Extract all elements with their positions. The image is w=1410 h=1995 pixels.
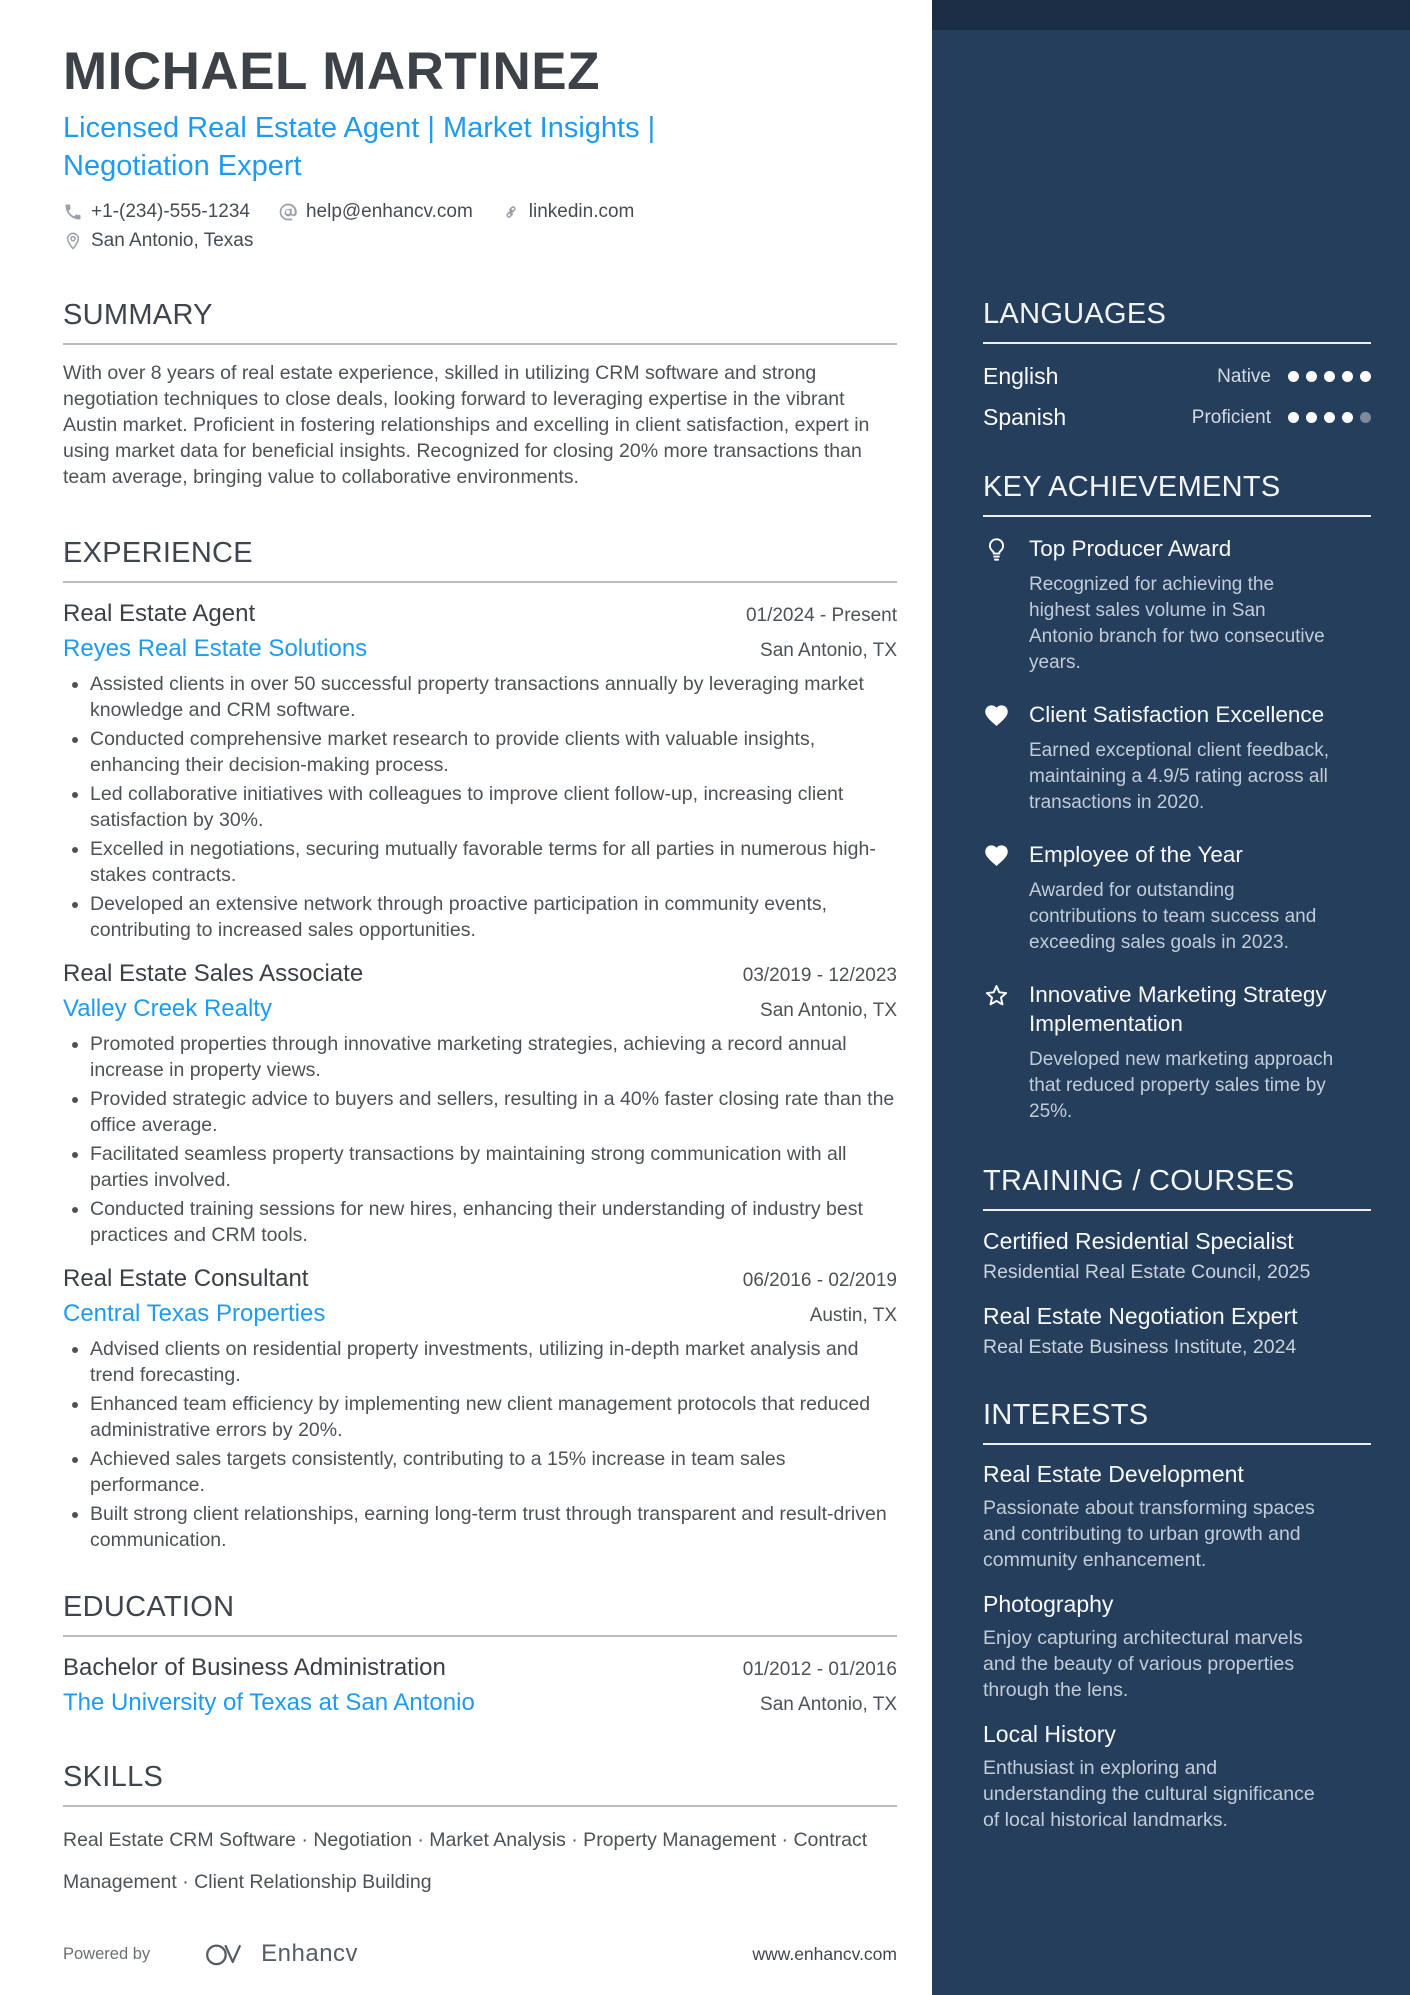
skills-section [63, 1761, 897, 1903]
section-divider [983, 342, 1371, 344]
achievement-text: Awarded for outstanding contributions to team success and exceeding sales goals in 2023. [1029, 880, 1317, 953]
language-row [983, 363, 1371, 390]
phone-contact [63, 201, 250, 223]
heart-icon [983, 840, 1029, 956]
language-level-dots [1288, 412, 1371, 423]
job-location: San Antonio, TX [760, 999, 897, 1021]
at-icon [278, 202, 298, 222]
job-location: San Antonio, TX [760, 639, 897, 661]
interest-item [983, 1461, 1371, 1573]
language-name: Spanish [983, 404, 1067, 430]
education-entry [63, 1654, 897, 1717]
course-item [983, 1303, 1371, 1359]
section-divider [983, 515, 1371, 517]
language-row [983, 404, 1371, 431]
job-bullets [63, 1336, 897, 1553]
degree-title: Bachelor of Business Administration [63, 1653, 446, 1681]
languages-section [983, 298, 1371, 431]
linkedin-contact[interactable] [501, 201, 635, 223]
summary-section [63, 299, 897, 490]
section-divider [63, 581, 897, 583]
resume-sidebar [932, 0, 1410, 1995]
phone-number: +1-(234)-555-1234 [91, 200, 250, 222]
achievements-section [983, 471, 1371, 1125]
powered-by-label: Powered by [63, 1944, 151, 1963]
location-pin-icon [63, 231, 83, 251]
star-icon [983, 980, 1029, 1125]
achievement-item [983, 980, 1371, 1125]
location-contact [63, 230, 253, 252]
achievement-item [983, 700, 1371, 816]
job-entry [63, 1265, 897, 1553]
achievement-title: Client Satisfaction Excellence [1029, 702, 1325, 727]
achievement-text: Earned exceptional client feedback, maintaining a 4.9/5 rating across all transactions in 2020. [1029, 740, 1329, 813]
experience-section [63, 537, 897, 1553]
language-level: Native [1217, 365, 1271, 387]
sidebar-top-strip [932, 0, 1410, 30]
job-bullet: • Advised clients on residential property investments, utilizing in-depth market analysis and trend forecasting. [90, 1336, 897, 1388]
footer [0, 1919, 932, 1995]
summary-heading: SUMMARY [63, 298, 213, 331]
job-bullets [63, 671, 897, 943]
interest-title: Photography [983, 1591, 1114, 1617]
achievement-item [983, 534, 1371, 676]
enhancv-brand [205, 1939, 358, 1969]
job-bullet: • Conducted comprehensive market research to provide clients with valuable insights, enhancing their decision-making process. [90, 726, 897, 778]
link-icon [501, 202, 521, 222]
course-title: Certified Residential Specialist [983, 1228, 1294, 1254]
section-divider [983, 1443, 1371, 1445]
interest-text: Passionate about transforming spaces and contributing to urban growth and community enhancement. [983, 1497, 1315, 1571]
contact-info [63, 201, 897, 252]
languages-heading: LANGUAGES [983, 298, 1167, 330]
school-name: The University of Texas at San Antonio [63, 1688, 475, 1716]
job-bullet: • Enhanced team efficiency by implementing new client management protocols that reduced administrative errors by 20%. [90, 1391, 897, 1443]
email-contact[interactable] [278, 201, 473, 223]
interests-heading: INTERESTS [983, 1399, 1149, 1431]
education-location: San Antonio, TX [760, 1693, 897, 1715]
job-dates: 06/2016 - 02/2019 [742, 1269, 897, 1291]
job-title: Real Estate Consultant [63, 1264, 309, 1292]
job-bullet: • Built strong client relationships, earning long-term trust through transparent and result-driven communication. [90, 1501, 897, 1553]
job-title: Real Estate Sales Associate [63, 959, 364, 987]
achievement-title: Innovative Marketing Strategy Implementation [1029, 982, 1327, 1036]
achievement-title: Top Producer Award [1029, 536, 1232, 561]
job-dates: 03/2019 - 12/2023 [742, 964, 897, 986]
enhancv-wordmark: Enhancv [261, 1940, 359, 1967]
interests-section [983, 1399, 1371, 1833]
job-bullet: • Conducted training sessions for new hires, enhancing their understanding of industry best practices and CRM tools. [90, 1196, 897, 1248]
section-divider [983, 1209, 1371, 1211]
interest-text: Enjoy capturing architectural marvels and the beauty of various properties through the lens. [983, 1627, 1303, 1701]
education-heading: EDUCATION [63, 1590, 235, 1623]
job-entry [63, 960, 897, 1248]
enhancv-logo-icon [205, 1939, 249, 1969]
person-headline: Licensed Real Estate Agent | Market Insights | Negotiation Expert [63, 111, 656, 182]
job-bullet: • Provided strategic advice to buyers and sellers, resulting in a 40% faster closing rate than the office average. [90, 1086, 897, 1138]
experience-heading: EXPERIENCE [63, 536, 253, 569]
language-name: English [983, 363, 1059, 389]
job-bullet: • Excelled in negotiations, securing mutually favorable terms for all parties in numerous high-stakes contracts. [90, 836, 897, 888]
achievement-text: Developed new marketing approach that reduced property sales time by 25%. [1029, 1049, 1334, 1122]
job-bullets [63, 1031, 897, 1248]
job-bullet: • Promoted properties through innovative marketing strategies, achieving a record annual increase in property views. [90, 1031, 897, 1083]
person-name: MICHAEL MARTINEZ [63, 42, 600, 101]
skills-heading: SKILLS [63, 1760, 164, 1793]
job-bullet: • Facilitated seamless property transactions by maintaining strong communication with all parties involved. [90, 1141, 897, 1193]
job-bullet: • Assisted clients in over 50 successful property transactions annually by leveraging market knowledge and CRM software. [90, 671, 897, 723]
linkedin-url: linkedin.com [528, 200, 635, 222]
training-heading: TRAINING / COURSES [983, 1165, 1295, 1197]
achievements-heading: KEY ACHIEVEMENTS [983, 471, 1281, 503]
education-section [63, 1591, 897, 1717]
education-dates: 01/2012 - 01/2016 [742, 1658, 897, 1680]
achievement-title: Employee of the Year [1029, 842, 1243, 867]
achievement-text: Recognized for achieving the highest sales volume in San Antonio branch for two consecutive years. [1029, 574, 1325, 673]
job-bullet: • Achieved sales targets consistently, contributing to a 15% increase in team sales performance. [90, 1446, 897, 1498]
skills-list: Real Estate CRM Software · Negotiation · Market Analysis · Property Management · Contract Management · Client Relationship Building [63, 1828, 868, 1893]
job-company: Reyes Real Estate Solutions [63, 634, 368, 662]
section-divider [63, 1635, 897, 1637]
job-bullet: • Led collaborative initiatives with colleagues to improve client follow-up, increasing client satisfaction by 30%. [90, 781, 897, 833]
interest-item [983, 1721, 1371, 1833]
section-divider [63, 1805, 897, 1807]
interest-text: Enthusiast in exploring and understanding the cultural significance of local historical landmarks. [983, 1757, 1315, 1831]
interest-item [983, 1591, 1371, 1703]
heart-icon [983, 700, 1029, 816]
job-title: Real Estate Agent [63, 599, 256, 627]
interest-title: Real Estate Development [983, 1461, 1244, 1487]
section-divider [63, 343, 897, 345]
course-subtitle: Residential Real Estate Council, 2025 [983, 1261, 1311, 1283]
job-company: Valley Creek Realty [63, 994, 272, 1022]
summary-text: With over 8 years of real estate experience, skilled in utilizing CRM software and strong negotiation techniques to close deals, looking forward to leveraging expertise in the vibrant Austin market. Proficient in fostering relationships and excelling in client satisfaction, expert in using market data for beneficial insights. Recognized for closing 20% more transactions than team average, bringing value to collaborative environments. [63, 361, 870, 488]
job-company: Central Texas Properties [63, 1299, 326, 1327]
training-section [983, 1165, 1371, 1359]
course-subtitle: Real Estate Business Institute, 2024 [983, 1336, 1297, 1358]
achievement-item [983, 840, 1371, 956]
footer-url[interactable]: www.enhancv.com [752, 1943, 897, 1964]
job-location: Austin, TX [809, 1304, 897, 1326]
course-item [983, 1228, 1371, 1284]
location-text: San Antonio, Texas [91, 229, 254, 251]
language-level: Proficient [1191, 406, 1271, 428]
email-address: help@enhancv.com [305, 200, 473, 222]
job-entry [63, 600, 897, 943]
job-dates: 01/2024 - Present [745, 604, 897, 626]
phone-icon [63, 202, 83, 222]
language-level-dots [1288, 371, 1371, 382]
job-bullet: • Developed an extensive network through proactive participation in community events, contributing to increased sales opportunities. [90, 891, 897, 943]
interest-title: Local History [983, 1721, 1116, 1747]
lightbulb-icon [983, 534, 1029, 676]
course-title: Real Estate Negotiation Expert [983, 1303, 1298, 1329]
